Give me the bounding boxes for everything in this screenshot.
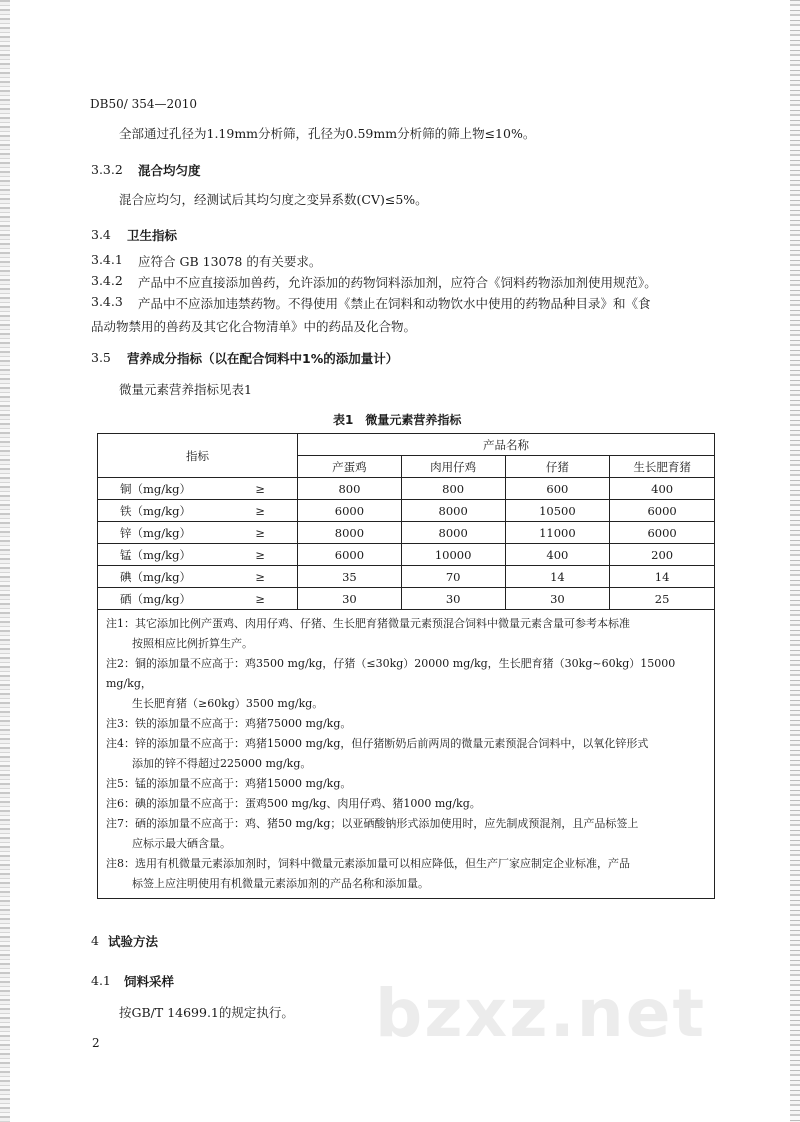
row-relation: ≥ xyxy=(255,588,297,610)
paragraph: 应符合 GB 13078 的有关要求。 xyxy=(138,254,322,269)
table-cell: 400 xyxy=(610,478,715,500)
note-line: 应标示最大硒含量。 xyxy=(132,837,231,850)
section-title: 试验方法 xyxy=(108,934,159,949)
table-cell: 600 xyxy=(505,478,610,500)
table-notes-row xyxy=(98,610,715,899)
table-row xyxy=(98,544,715,566)
section-title: 营养成分指标（以在配合饲料中1%的添加量计） xyxy=(127,351,399,366)
section-number: 3.5 xyxy=(91,350,111,365)
note-1 xyxy=(106,614,706,654)
note-7 xyxy=(106,814,706,854)
watermark: bzxz.net xyxy=(375,975,707,1052)
row-indicator: 铜（mg/kg） xyxy=(98,478,256,500)
note-line: 注2：铜的添加量不应高于：鸡3500 mg/kg，仔猪（≤30kg）20000 mg/kg，生长肥育猪（30kg~60kg）15000 mg/kg， xyxy=(106,657,676,690)
row-indicator: 铁（mg/kg） xyxy=(98,500,256,522)
table-cell: 6000 xyxy=(610,522,715,544)
intro-line: 全部通过孔径为1.19mm分析筛，孔径为0.59mm分析筛的筛上物≤10%。 xyxy=(119,126,536,141)
table-cell: 25 xyxy=(610,588,715,610)
note-line: 注3：铁的添加量不应高于：鸡猪75000 mg/kg。 xyxy=(106,717,352,730)
table-cell: 30 xyxy=(505,588,610,610)
page-number: 2 xyxy=(92,1036,100,1050)
row-relation: ≥ xyxy=(255,478,297,500)
table-cell: 14 xyxy=(505,566,610,588)
column-header: 产蛋鸡 xyxy=(298,456,402,478)
note-5 xyxy=(106,774,706,794)
table-cell: 400 xyxy=(505,544,610,566)
note-2 xyxy=(106,654,706,714)
note-line: 注7：硒的添加量不应高于：鸡、猪50 mg/kg；以亚硒酸钠形式添加使用时，应先制成预混剂，且产品标签上 xyxy=(106,817,639,830)
table-caption: 表1 微量元素营养指标 xyxy=(333,413,462,427)
section-number: 4 xyxy=(91,933,99,948)
paragraph: 产品中不应添加违禁药物。不得使用《禁止在饲料和动物饮水中使用的药物品种目录》和《食 xyxy=(138,296,651,311)
table-cell: 14 xyxy=(610,566,715,588)
table-cell: 70 xyxy=(401,566,505,588)
column-header: 仔猪 xyxy=(505,456,610,478)
section-number: 3.4.2 xyxy=(91,273,123,288)
table-cell: 8000 xyxy=(401,500,505,522)
table-cell: 800 xyxy=(298,478,402,500)
note-line: 注5：锰的添加量不应高于：鸡猪15000 mg/kg。 xyxy=(106,777,352,790)
note-line: 按照相应比例折算生产。 xyxy=(132,637,253,650)
header-indicator: 指标 xyxy=(98,434,298,478)
table-row xyxy=(98,566,715,588)
table-cell: 200 xyxy=(610,544,715,566)
paragraph: 按GB/T 14699.1的规定执行。 xyxy=(119,1005,294,1020)
table-cell: 30 xyxy=(298,588,402,610)
note-line: 添加的锌不得超过225000 mg/kg。 xyxy=(132,757,312,770)
row-relation: ≥ xyxy=(255,500,297,522)
row-indicator: 锰（mg/kg） xyxy=(98,544,256,566)
table-cell: 800 xyxy=(401,478,505,500)
section-number: 3.4.3 xyxy=(91,294,123,309)
table-cell: 11000 xyxy=(505,522,610,544)
section-number: 4.1 xyxy=(91,973,111,988)
note-line: 注1：其它添加比例产蛋鸡、肉用仔鸡、仔猪、生长肥育猪微量元素预混合饲料中微量元素含量可参考本标准 xyxy=(106,617,630,630)
table-header-row xyxy=(98,434,715,456)
nutrition-table xyxy=(97,433,715,899)
section-number: 3.3.2 xyxy=(91,162,123,177)
row-relation: ≥ xyxy=(255,566,297,588)
table-row xyxy=(98,500,715,522)
table-cell: 8000 xyxy=(298,522,402,544)
table-cell: 6000 xyxy=(298,544,402,566)
row-relation: ≥ xyxy=(255,544,297,566)
document-header: DB50/ 354—2010 xyxy=(90,97,198,111)
header-product-name: 产品名称 xyxy=(298,434,715,456)
paragraph: 混合应均匀，经测试后其均匀度之变异系数(CV)≤5%。 xyxy=(119,192,428,207)
section-number: 3.4.1 xyxy=(91,252,123,267)
table-cell: 35 xyxy=(298,566,402,588)
note-line: 注8：选用有机微量元素添加剂时，饲料中微量元素添加量可以相应降低，但生产厂家应制定企业标准，产品 xyxy=(106,857,630,870)
section-title: 混合均匀度 xyxy=(138,163,201,178)
table-cell: 10500 xyxy=(505,500,610,522)
table-row xyxy=(98,522,715,544)
section-title: 卫生指标 xyxy=(127,228,178,243)
table-row xyxy=(98,478,715,500)
table-cell: 10000 xyxy=(401,544,505,566)
table-notes xyxy=(98,610,715,899)
table-cell: 8000 xyxy=(401,522,505,544)
row-indicator: 碘（mg/kg） xyxy=(98,566,256,588)
section-title: 饲料采样 xyxy=(124,974,175,989)
column-header: 肉用仔鸡 xyxy=(401,456,505,478)
paragraph: 微量元素营养指标见表1 xyxy=(119,382,252,397)
paragraph: 品动物禁用的兽药及其它化合物清单》中的药品及化合物。 xyxy=(91,319,417,334)
row-indicator: 锌（mg/kg） xyxy=(98,522,256,544)
note-line: 生长肥育猪（≥60kg）3500 mg/kg。 xyxy=(132,697,324,710)
table-cell: 6000 xyxy=(610,500,715,522)
note-line: 注6：碘的添加量不应高于：蛋鸡500 mg/kg、肉用仔鸡、猪1000 mg/kg。 xyxy=(106,797,481,810)
row-relation: ≥ xyxy=(255,522,297,544)
note-line: 标签上应注明使用有机微量元素添加剂的产品名称和添加量。 xyxy=(132,877,429,890)
section-number: 3.4 xyxy=(91,227,111,242)
paragraph: 产品中不应直接添加兽药，允许添加的药物饲料添加剂，应符合《饲料药物添加剂使用规范》。 xyxy=(138,275,657,290)
note-3 xyxy=(106,714,706,734)
column-header: 生长肥育猪 xyxy=(610,456,715,478)
note-line: 注4：锌的添加量不应高于：鸡猪15000 mg/kg，但仔猪断奶后前两周的微量元素预混合饲料中，以氧化锌形式 xyxy=(106,737,649,750)
scan-edge-left xyxy=(0,0,10,1122)
note-6 xyxy=(106,794,706,814)
table-row xyxy=(98,588,715,610)
note-8 xyxy=(106,854,706,894)
table-cell: 30 xyxy=(401,588,505,610)
row-indicator: 硒（mg/kg） xyxy=(98,588,256,610)
table-cell: 6000 xyxy=(298,500,402,522)
note-4 xyxy=(106,734,706,774)
scan-edge-right xyxy=(790,0,800,1122)
